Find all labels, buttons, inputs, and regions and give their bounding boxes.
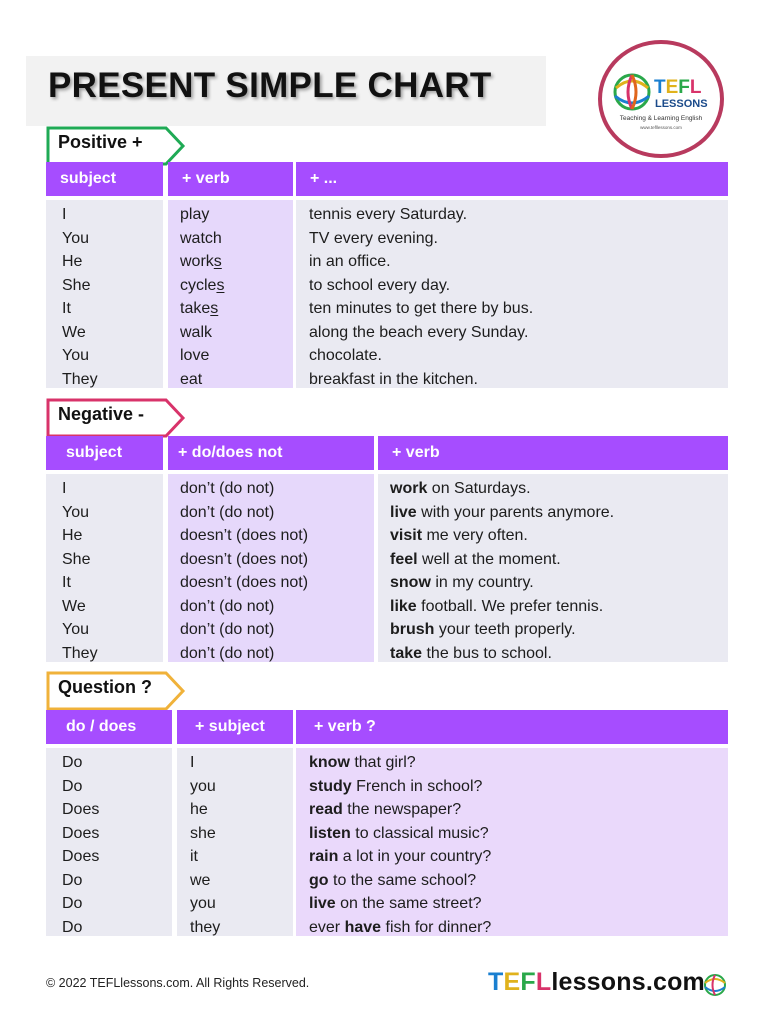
verb-base: play bbox=[180, 206, 210, 223]
negative-header-aux: + do/does not bbox=[168, 436, 374, 470]
page-title: PRESENT SIMPLE CHART bbox=[48, 66, 492, 105]
positive-verb-cell bbox=[180, 344, 209, 368]
question-verb-cell bbox=[309, 845, 491, 869]
verb-base: cycle bbox=[180, 276, 217, 294]
verb-bold: go bbox=[309, 871, 329, 889]
positive-subject-cell: It bbox=[62, 300, 71, 317]
positive-rest-cell: along the beach every Sunday. bbox=[309, 323, 529, 341]
question-aux-cell: Does bbox=[62, 801, 100, 818]
verb-rest: the bus to school. bbox=[422, 644, 552, 662]
negative-aux-cell: don’t (do not) bbox=[180, 644, 275, 662]
verb-bold: like bbox=[390, 597, 417, 615]
logo-graphic bbox=[602, 44, 720, 154]
question-header-aux: do / does bbox=[46, 710, 172, 744]
negative-subject-cell: It bbox=[62, 574, 71, 591]
verb-ending: s bbox=[213, 253, 222, 270]
tefl-lessons-logo bbox=[598, 40, 724, 158]
copyright-text: © 2022 TEFLlessons.com. All Rights Reserved. bbox=[46, 976, 310, 990]
verb-rest: French in school? bbox=[351, 777, 483, 795]
verb-bold: work bbox=[390, 480, 428, 497]
negative-verb-cell bbox=[390, 501, 614, 525]
negative-verb-cell bbox=[390, 571, 534, 595]
footer-globe-icon bbox=[702, 972, 728, 998]
negative-subject-cell: She bbox=[62, 550, 91, 568]
question-subject-cell: you bbox=[190, 895, 216, 912]
logo-word-lessons: LESSONS bbox=[655, 98, 708, 110]
verb-bold: feel bbox=[390, 550, 418, 568]
positive-header-rest: + ... bbox=[296, 162, 728, 196]
verb-bold: visit bbox=[390, 527, 423, 544]
positive-tag bbox=[46, 126, 186, 166]
verb-ending: s bbox=[210, 300, 219, 317]
question-verb-cell bbox=[309, 775, 482, 799]
positive-subject-cell: I bbox=[62, 206, 67, 223]
verb-bold: snow bbox=[390, 574, 431, 591]
verb-rest: to classical music? bbox=[350, 824, 489, 842]
question-subject-cell: you bbox=[190, 777, 216, 795]
verb-bold: know bbox=[309, 754, 350, 771]
verb-base: eat bbox=[180, 370, 203, 388]
verb-bold: read bbox=[309, 801, 343, 818]
negative-subject-cell: You bbox=[62, 621, 89, 638]
negative-subject-cell: I bbox=[62, 480, 67, 497]
negative-aux-cell: don’t (do not) bbox=[180, 621, 275, 638]
logo-word-tefl: TEFL bbox=[654, 77, 702, 98]
footer-brand-letter-l: L bbox=[535, 968, 552, 996]
negative-aux-cell: don’t (do not) bbox=[180, 597, 275, 615]
positive-verb-cell bbox=[180, 227, 222, 251]
negative-verb-cell bbox=[390, 524, 528, 548]
positive-rest-cell: breakfast in the kitchen. bbox=[309, 370, 478, 388]
question-tag bbox=[46, 671, 186, 711]
verb-rest: on the same street? bbox=[335, 895, 482, 912]
verb-rest: that girl? bbox=[349, 754, 416, 771]
footer-brand bbox=[488, 968, 705, 997]
verb-rest: me very often. bbox=[422, 527, 528, 544]
positive-header-verb: + verb bbox=[168, 162, 293, 196]
verb-rest: to the same school? bbox=[328, 871, 477, 889]
negative-header-verb: + verb bbox=[378, 436, 728, 470]
negative-tag bbox=[46, 398, 186, 438]
positive-subject-cell: You bbox=[62, 347, 89, 364]
negative-verb-cell bbox=[390, 642, 552, 666]
verb-bold: live bbox=[309, 895, 336, 912]
positive-rest-cell: to school every day. bbox=[309, 276, 451, 294]
verb-bold: live bbox=[390, 503, 417, 521]
question-header-subject: + subject bbox=[177, 710, 293, 744]
positive-subject-cell: We bbox=[62, 323, 86, 341]
verb-rest: on Saturdays. bbox=[427, 480, 531, 497]
question-aux-cell: Does bbox=[62, 824, 100, 842]
negative-aux-cell: don’t (do not) bbox=[180, 480, 275, 497]
verb-pre: ever bbox=[309, 918, 345, 936]
verb-base: take bbox=[180, 300, 211, 317]
negative-verb-cell bbox=[390, 595, 603, 619]
negative-aux-cell: doesn’t (does not) bbox=[180, 527, 309, 544]
positive-verb-cell bbox=[180, 250, 222, 274]
positive-subject-cell: They bbox=[62, 370, 98, 388]
negative-verb-cell bbox=[390, 548, 561, 572]
negative-verb-cell bbox=[390, 618, 576, 642]
question-aux-cell: Do bbox=[62, 918, 83, 936]
question-tag-label: Question ? bbox=[58, 677, 152, 697]
positive-verb-cell bbox=[180, 297, 218, 321]
footer-brand-letter-t: T bbox=[488, 968, 504, 996]
question-verb-cell bbox=[309, 822, 489, 846]
verb-rest: with your parents anymore. bbox=[416, 503, 615, 521]
verb-bold: listen bbox=[309, 824, 351, 842]
footer-brand-rest: lessons.com bbox=[551, 968, 705, 996]
negative-aux-cell: don’t (do not) bbox=[180, 503, 275, 521]
question-subject-cell: we bbox=[190, 871, 211, 889]
verb-bold: brush bbox=[390, 621, 435, 638]
question-verb-cell bbox=[309, 798, 461, 822]
logo-tagline: Teaching & Learning English bbox=[619, 115, 703, 122]
verb-base: walk bbox=[180, 323, 213, 341]
globe-icon bbox=[615, 75, 649, 109]
verb-bold: have bbox=[344, 918, 382, 936]
positive-rest-cell: chocolate. bbox=[309, 347, 382, 364]
positive-rest-cell: ten minutes to get there by bus. bbox=[309, 300, 534, 317]
verb-rest: the newspaper? bbox=[342, 801, 462, 818]
negative-verb-cell bbox=[390, 477, 531, 501]
question-subject-cell: he bbox=[190, 801, 208, 818]
verb-bold: study bbox=[309, 777, 352, 795]
verb-rest: well at the moment. bbox=[417, 550, 561, 568]
positive-rest-cell: TV every evening. bbox=[309, 229, 438, 247]
positive-verb-cell bbox=[180, 203, 209, 227]
negative-aux-cell: doesn’t (does not) bbox=[180, 574, 309, 591]
positive-rest-cell: in an office. bbox=[309, 253, 391, 270]
question-aux-cell: Does bbox=[62, 848, 100, 865]
negative-header-subject: subject bbox=[46, 436, 163, 470]
logo-url: www.tefllessons.com bbox=[640, 125, 682, 130]
positive-rest-cell: tennis every Saturday. bbox=[309, 206, 468, 223]
question-verb-cell bbox=[309, 892, 482, 916]
question-aux-cell: Do bbox=[62, 895, 83, 912]
verb-rest: football. We prefer tennis. bbox=[416, 597, 604, 615]
verb-base: work bbox=[180, 253, 214, 270]
positive-verb-cell bbox=[180, 321, 212, 345]
question-aux-cell: Do bbox=[62, 777, 83, 795]
footer-brand-letter-e: E bbox=[503, 968, 521, 996]
negative-subject-cell: You bbox=[62, 503, 89, 521]
question-subject-cell: she bbox=[190, 824, 216, 842]
negative-subject-cell: We bbox=[62, 597, 86, 615]
positive-header-subject: subject bbox=[46, 162, 163, 196]
positive-subject-cell: You bbox=[62, 229, 89, 247]
footer-brand-letter-f: F bbox=[520, 968, 536, 996]
question-subject-cell: I bbox=[190, 754, 195, 771]
question-aux-cell: Do bbox=[62, 871, 83, 889]
verb-ending: s bbox=[216, 276, 225, 294]
question-subject-cell: it bbox=[190, 848, 198, 865]
verb-rest: fish for dinner? bbox=[381, 918, 492, 936]
positive-verb-cell bbox=[180, 368, 202, 392]
negative-subject-cell: They bbox=[62, 644, 98, 662]
negative-aux-cell: doesn’t (does not) bbox=[180, 550, 309, 568]
verb-base: love bbox=[180, 347, 210, 364]
negative-tag-label: Negative - bbox=[58, 404, 145, 424]
verb-rest: a lot in your country? bbox=[338, 848, 492, 865]
positive-subject-cell: She bbox=[62, 276, 91, 294]
verb-rest: your teeth properly. bbox=[434, 621, 576, 638]
question-aux-cell: Do bbox=[62, 754, 83, 771]
question-header-verb: + verb ? bbox=[296, 710, 728, 744]
positive-verb-cell bbox=[180, 274, 224, 298]
question-verb-cell bbox=[309, 916, 491, 940]
verb-base: watch bbox=[180, 229, 222, 247]
verb-rest: in my country. bbox=[430, 574, 534, 591]
positive-tag-label: Positive + bbox=[58, 132, 143, 152]
positive-subject-cell: He bbox=[62, 253, 83, 270]
verb-bold: take bbox=[390, 644, 423, 662]
question-verb-cell bbox=[309, 869, 476, 893]
question-verb-cell bbox=[309, 751, 416, 775]
verb-bold: rain bbox=[309, 848, 339, 865]
question-subject-cell: they bbox=[190, 918, 221, 936]
negative-subject-cell: He bbox=[62, 527, 83, 544]
